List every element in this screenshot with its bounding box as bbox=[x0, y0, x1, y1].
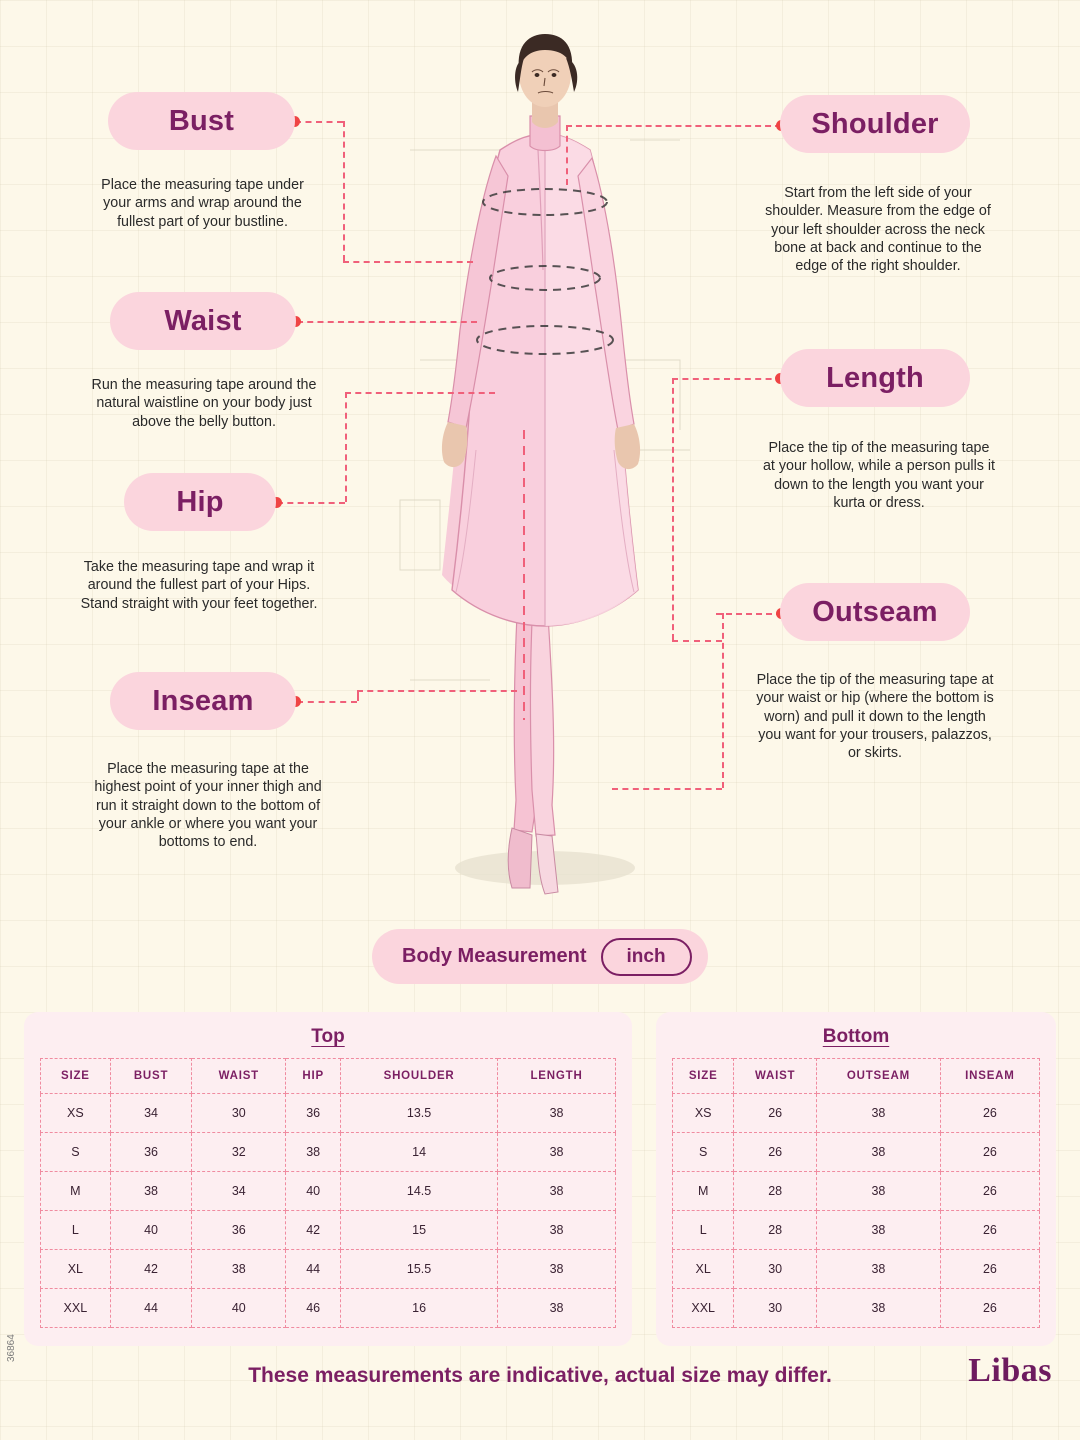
measurement-pill-bust[interactable] bbox=[108, 92, 295, 150]
brand-logo: Libas bbox=[968, 1352, 1052, 1389]
cell-bust: 42 bbox=[110, 1250, 192, 1289]
pill-label-shoulder: Shoulder bbox=[811, 107, 939, 140]
cell-length: 38 bbox=[498, 1172, 616, 1211]
cell-hip: 44 bbox=[286, 1250, 341, 1289]
cell-outseam: 38 bbox=[816, 1133, 940, 1172]
cell-bust: 34 bbox=[110, 1094, 192, 1133]
cell-hip: 38 bbox=[286, 1133, 341, 1172]
cell-waist: 30 bbox=[192, 1094, 286, 1133]
measurement-pill-length[interactable] bbox=[780, 349, 970, 407]
connector-length-3 bbox=[672, 640, 722, 642]
col-waist: WAIST bbox=[734, 1059, 817, 1094]
connector-outseam-3 bbox=[612, 788, 722, 790]
cell-inseam: 26 bbox=[940, 1211, 1039, 1250]
col-shoulder: SHOULDER bbox=[341, 1059, 498, 1094]
table-row bbox=[673, 1211, 1040, 1250]
table-row bbox=[41, 1094, 616, 1133]
connector-length-2 bbox=[672, 378, 674, 640]
table-row bbox=[673, 1289, 1040, 1328]
cell-outseam: 38 bbox=[816, 1289, 940, 1328]
col-size: SIZE bbox=[673, 1059, 734, 1094]
cell-waist: 30 bbox=[734, 1289, 817, 1328]
connector-hip-1 bbox=[277, 502, 345, 504]
cell-waist: 40 bbox=[192, 1289, 286, 1328]
measurement-pill-shoulder[interactable] bbox=[780, 95, 970, 153]
table-title-bottom: Bottom bbox=[822, 1026, 890, 1047]
table-row bbox=[673, 1094, 1040, 1133]
pill-label-bust: Bust bbox=[168, 104, 235, 137]
cell-size: XS bbox=[41, 1094, 111, 1133]
cell-waist: 28 bbox=[734, 1211, 817, 1250]
measurement-pill-waist[interactable] bbox=[110, 292, 296, 350]
footer-note: These measurements are indicative, actual size may differ. bbox=[248, 1364, 832, 1387]
pill-label-length: Length bbox=[826, 361, 924, 394]
cell-outseam: 38 bbox=[816, 1094, 940, 1133]
connector-bust-2 bbox=[343, 121, 345, 261]
cell-length: 38 bbox=[498, 1211, 616, 1250]
cell-waist: 38 bbox=[192, 1250, 286, 1289]
cell-shoulder: 15.5 bbox=[341, 1250, 498, 1289]
measurement-pill-inseam[interactable] bbox=[110, 672, 296, 730]
cell-waist: 34 bbox=[192, 1172, 286, 1211]
table-card-bottom bbox=[656, 1012, 1056, 1346]
connector-shoulder-1 bbox=[566, 125, 781, 127]
cell-waist: 26 bbox=[734, 1094, 817, 1133]
cell-inseam: 26 bbox=[940, 1289, 1039, 1328]
cell-bust: 40 bbox=[110, 1211, 192, 1250]
cell-length: 38 bbox=[498, 1250, 616, 1289]
cell-size: L bbox=[41, 1211, 111, 1250]
connector-hip-2 bbox=[345, 392, 347, 502]
measurement-pill-hip[interactable] bbox=[124, 473, 276, 531]
cell-size: XL bbox=[673, 1250, 734, 1289]
table-row bbox=[41, 1289, 616, 1328]
connector-length-1 bbox=[672, 378, 782, 380]
cell-bust: 38 bbox=[110, 1172, 192, 1211]
side-code: 36864 bbox=[6, 1334, 17, 1362]
cell-length: 38 bbox=[498, 1289, 616, 1328]
cell-hip: 46 bbox=[286, 1289, 341, 1328]
cell-inseam: 26 bbox=[940, 1250, 1039, 1289]
col-hip: HIP bbox=[286, 1059, 341, 1094]
size-table-bottom bbox=[672, 1058, 1040, 1328]
table-title-top: Top bbox=[311, 1026, 345, 1047]
pill-label-waist: Waist bbox=[164, 304, 242, 337]
connector-waist bbox=[297, 321, 477, 323]
cell-inseam: 26 bbox=[940, 1172, 1039, 1211]
cell-bust: 36 bbox=[110, 1133, 192, 1172]
size-table-top bbox=[40, 1058, 616, 1328]
cell-shoulder: 14.5 bbox=[341, 1172, 498, 1211]
table-card-top bbox=[24, 1012, 632, 1346]
table-row bbox=[673, 1133, 1040, 1172]
cell-shoulder: 15 bbox=[341, 1211, 498, 1250]
measurement-pill-outseam[interactable] bbox=[780, 583, 970, 641]
measurement-desc-waist: Run the measuring tape around the natural waistline on your body just above the belly button. bbox=[91, 377, 317, 430]
measurement-desc-inseam: Place the measuring tape at the highest point of your inner thigh and run it straight down to the bottom of your ankle or where you want your bottoms to end. bbox=[94, 761, 322, 851]
body-measurement-bar bbox=[372, 929, 708, 984]
cell-outseam: 38 bbox=[816, 1250, 940, 1289]
cell-size: XXL bbox=[673, 1289, 734, 1328]
measurement-desc-outseam: Place the tip of the measuring tape at your waist or hip (where the bottom is worn) and pull it down to the length you want for your trousers, palazzos, or skirts. bbox=[756, 672, 994, 762]
col-length: LENGTH bbox=[498, 1059, 616, 1094]
connector-shoulder-2 bbox=[566, 125, 568, 185]
cell-bust: 44 bbox=[110, 1289, 192, 1328]
table-row bbox=[41, 1211, 616, 1250]
measurement-desc-hip: Take the measuring tape and wrap it around the fullest part of your Hips. Stand straight with your feet together. bbox=[80, 559, 318, 612]
cell-size: XS bbox=[673, 1094, 734, 1133]
table-row bbox=[41, 1250, 616, 1289]
table-row bbox=[673, 1172, 1040, 1211]
cell-shoulder: 16 bbox=[341, 1289, 498, 1328]
pill-label-hip: Hip bbox=[176, 485, 224, 518]
connector-inseam-3 bbox=[357, 690, 517, 692]
connector-hip-3 bbox=[345, 392, 495, 394]
cell-size: S bbox=[41, 1133, 111, 1172]
pill-label-inseam: Inseam bbox=[152, 684, 254, 717]
measurement-desc-bust: Place the measuring tape under your arms and wrap around the fullest part of your bustline. bbox=[101, 177, 304, 230]
table-header-row bbox=[673, 1059, 1040, 1094]
cell-size: XL bbox=[41, 1250, 111, 1289]
cell-hip: 36 bbox=[286, 1094, 341, 1133]
cell-outseam: 38 bbox=[816, 1211, 940, 1250]
connector-bust-1 bbox=[295, 121, 343, 123]
cell-size: S bbox=[673, 1133, 734, 1172]
cell-length: 38 bbox=[498, 1094, 616, 1133]
col-waist: WAIST bbox=[192, 1059, 286, 1094]
cell-waist: 26 bbox=[734, 1133, 817, 1172]
body-measurement-label: Body Measurement bbox=[402, 945, 587, 967]
col-inseam: INSEAM bbox=[940, 1059, 1039, 1094]
connector-bust-3 bbox=[343, 261, 473, 263]
cell-waist: 32 bbox=[192, 1133, 286, 1172]
cell-hip: 40 bbox=[286, 1172, 341, 1211]
cell-waist: 30 bbox=[734, 1250, 817, 1289]
cell-size: L bbox=[673, 1211, 734, 1250]
cell-shoulder: 13.5 bbox=[341, 1094, 498, 1133]
cell-outseam: 38 bbox=[816, 1172, 940, 1211]
table-row bbox=[41, 1133, 616, 1172]
cell-waist: 36 bbox=[192, 1211, 286, 1250]
table-header-row bbox=[41, 1059, 616, 1094]
col-bust: BUST bbox=[110, 1059, 192, 1094]
cell-waist: 28 bbox=[734, 1172, 817, 1211]
unit-toggle-inch[interactable]: inch bbox=[601, 938, 692, 976]
measurement-desc-length: Place the tip of the measuring tape at your hollow, while a person pulls it down to the length you want your kurta or dress. bbox=[762, 440, 996, 511]
model-illustration bbox=[380, 30, 710, 910]
cell-hip: 42 bbox=[286, 1211, 341, 1250]
measurement-desc-shoulder: Start from the left side of your shoulder. Measure from the edge of your left shoulder across the neck bone at back and continue to the edge of the right shoulder. bbox=[765, 185, 991, 275]
cell-size: XXL bbox=[41, 1289, 111, 1328]
cell-shoulder: 14 bbox=[341, 1133, 498, 1172]
table-row bbox=[673, 1250, 1040, 1289]
cell-size: M bbox=[673, 1172, 734, 1211]
col-outseam: OUTSEAM bbox=[816, 1059, 940, 1094]
connector-inseam-1 bbox=[297, 701, 357, 703]
cell-size: M bbox=[41, 1172, 111, 1211]
cell-inseam: 26 bbox=[940, 1094, 1039, 1133]
cell-inseam: 26 bbox=[940, 1133, 1039, 1172]
col-size: SIZE bbox=[41, 1059, 111, 1094]
connector-outseam-1 bbox=[716, 613, 782, 615]
connector-outseam-2 bbox=[722, 613, 724, 788]
table-row bbox=[41, 1172, 616, 1211]
pill-label-outseam: Outseam bbox=[812, 595, 938, 628]
cell-length: 38 bbox=[498, 1133, 616, 1172]
